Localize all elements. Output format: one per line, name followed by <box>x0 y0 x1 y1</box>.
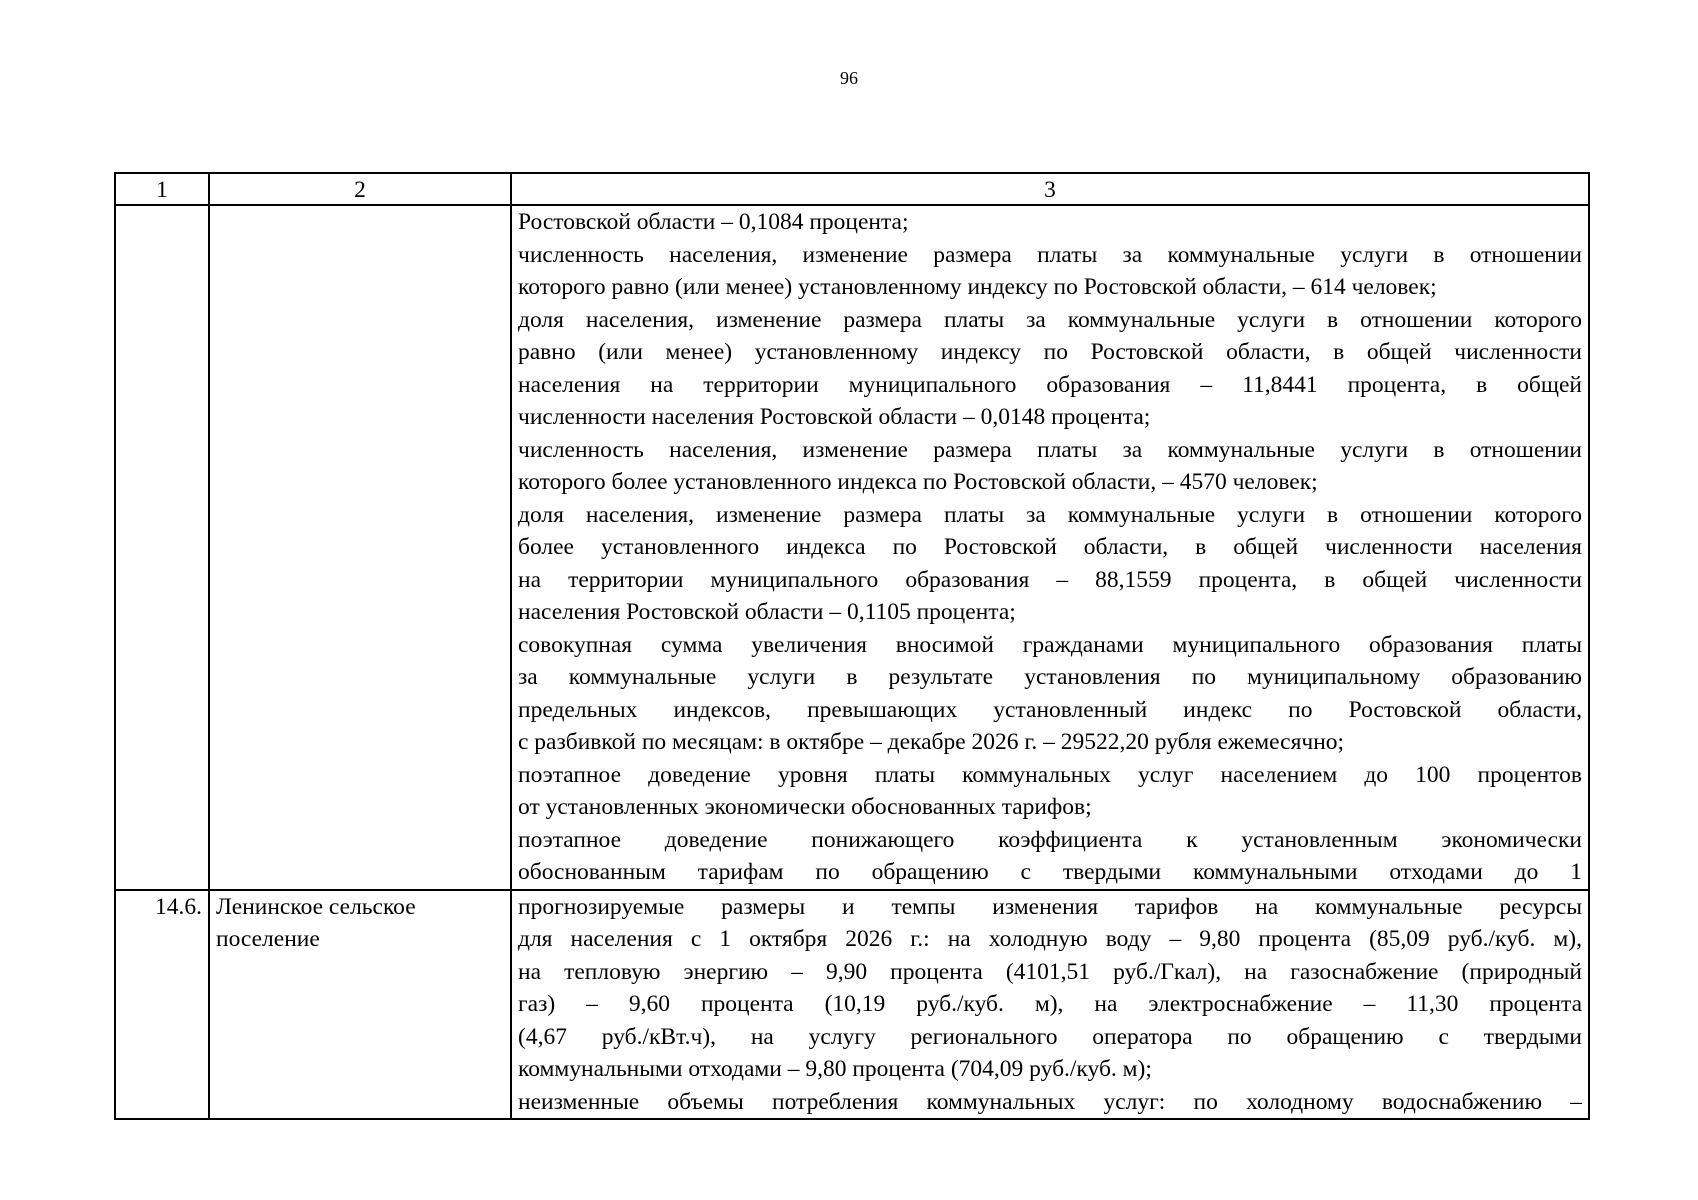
text-line: населения на территории муниципального образования – 11,8441 процента, в общей <box>518 371 1582 398</box>
text-line: равно (или менее) установленному индексу по Ростовской области, в общей численности <box>518 339 1582 365</box>
text-line: (4,67 руб./кВт.ч), на услугу регионального оператора по обращению с твердыми <box>518 1023 1582 1050</box>
header-cell-2: 2 <box>209 173 511 205</box>
description-cell <box>511 205 1589 890</box>
row-number-cell: 14.6. <box>115 890 209 1120</box>
text-line: обоснованным тарифам по обращению с твердыми коммунальными отходами до 1 <box>518 859 1582 885</box>
text-line: населения Ростовской области – 0,1105 процента; <box>518 599 1016 625</box>
text-line: поэтапное доведение понижающего коэффициента к установленным экономически <box>518 826 1582 853</box>
text-line: на территории муниципального образования – 88,1559 процента, в общей численности <box>518 566 1582 593</box>
text-line: неизменные объемы потребления коммунальных услуг: по холодному водоснабжению – <box>518 1088 1582 1115</box>
text-line: поэтапное доведение уровня платы коммунальных услуг населением до 100 процентов <box>518 761 1582 788</box>
text-line: с разбивкой по месяцам: в октябре – декабре 2026 г. – 29522,20 рубля ежемесячно; <box>518 729 1345 755</box>
text-line: газ) – 9,60 процента (10,19 руб./куб. м), на электроснабжение – 11,30 процента <box>518 991 1582 1017</box>
text-line: доля населения, изменение размера платы за коммунальные услуги в отношении которого <box>518 501 1582 528</box>
document-table <box>114 172 1590 1120</box>
text-line: которого более установленного индекса по Ростовской области, – 4570 человек; <box>518 469 1318 495</box>
text-line: для населения с 1 октября 2026 г.: на холодную воду – 9,80 процента (85,09 руб./куб. м), <box>518 926 1582 952</box>
text-line: численность населения, изменение размера платы за коммунальные услуги в отношении <box>518 241 1582 268</box>
text-line: совокупная сумма увеличения вносимой гражданами муниципального образования платы <box>518 631 1582 658</box>
text-line: которого равно (или менее) установленному индексу по Ростовской области, – 614 человек; <box>518 274 1437 300</box>
text-line: доля населения, изменение размера платы за коммунальные услуги в отношении которого <box>518 306 1582 333</box>
description-cell <box>511 890 1589 1120</box>
text-line: Ростовской области – 0,1084 процента; <box>518 209 909 235</box>
row-number-cell <box>115 205 209 890</box>
table-row <box>115 205 1589 890</box>
text-line: за коммунальные услуги в результате установления по муниципальному образованию <box>518 664 1582 690</box>
header-cell-1: 1 <box>115 173 209 205</box>
table-header-row <box>115 173 1589 205</box>
page-number: 96 <box>840 68 858 88</box>
table-row <box>115 890 1589 1120</box>
settlement-name-cell <box>209 205 511 890</box>
text-line: от установленных экономически обоснованных тарифов; <box>518 794 1092 820</box>
text-line: предельных индексов, превышающих установленный индекс по Ростовской области, <box>518 696 1582 723</box>
header-cell-3: 3 <box>511 173 1589 205</box>
text-line: на тепловую энергию – 9,90 процента (4101,51 руб./Гкал), на газоснабжение (природный <box>518 958 1582 985</box>
text-line: прогнозируемые размеры и темпы изменения тарифов на коммунальные ресурсы <box>518 893 1582 920</box>
text-line: более установленного индекса по Ростовской области, в общей численности населения <box>518 534 1582 560</box>
text-line: численность населения, изменение размера платы за коммунальные услуги в отношении <box>518 436 1582 463</box>
text-line: численности населения Ростовской области – 0,0148 процента; <box>518 404 1151 430</box>
text-line: коммунальными отходами – 9,80 процента (704,09 руб./куб. м); <box>518 1056 1152 1082</box>
settlement-name-cell: Ленинское сельское поселение <box>209 890 511 1120</box>
